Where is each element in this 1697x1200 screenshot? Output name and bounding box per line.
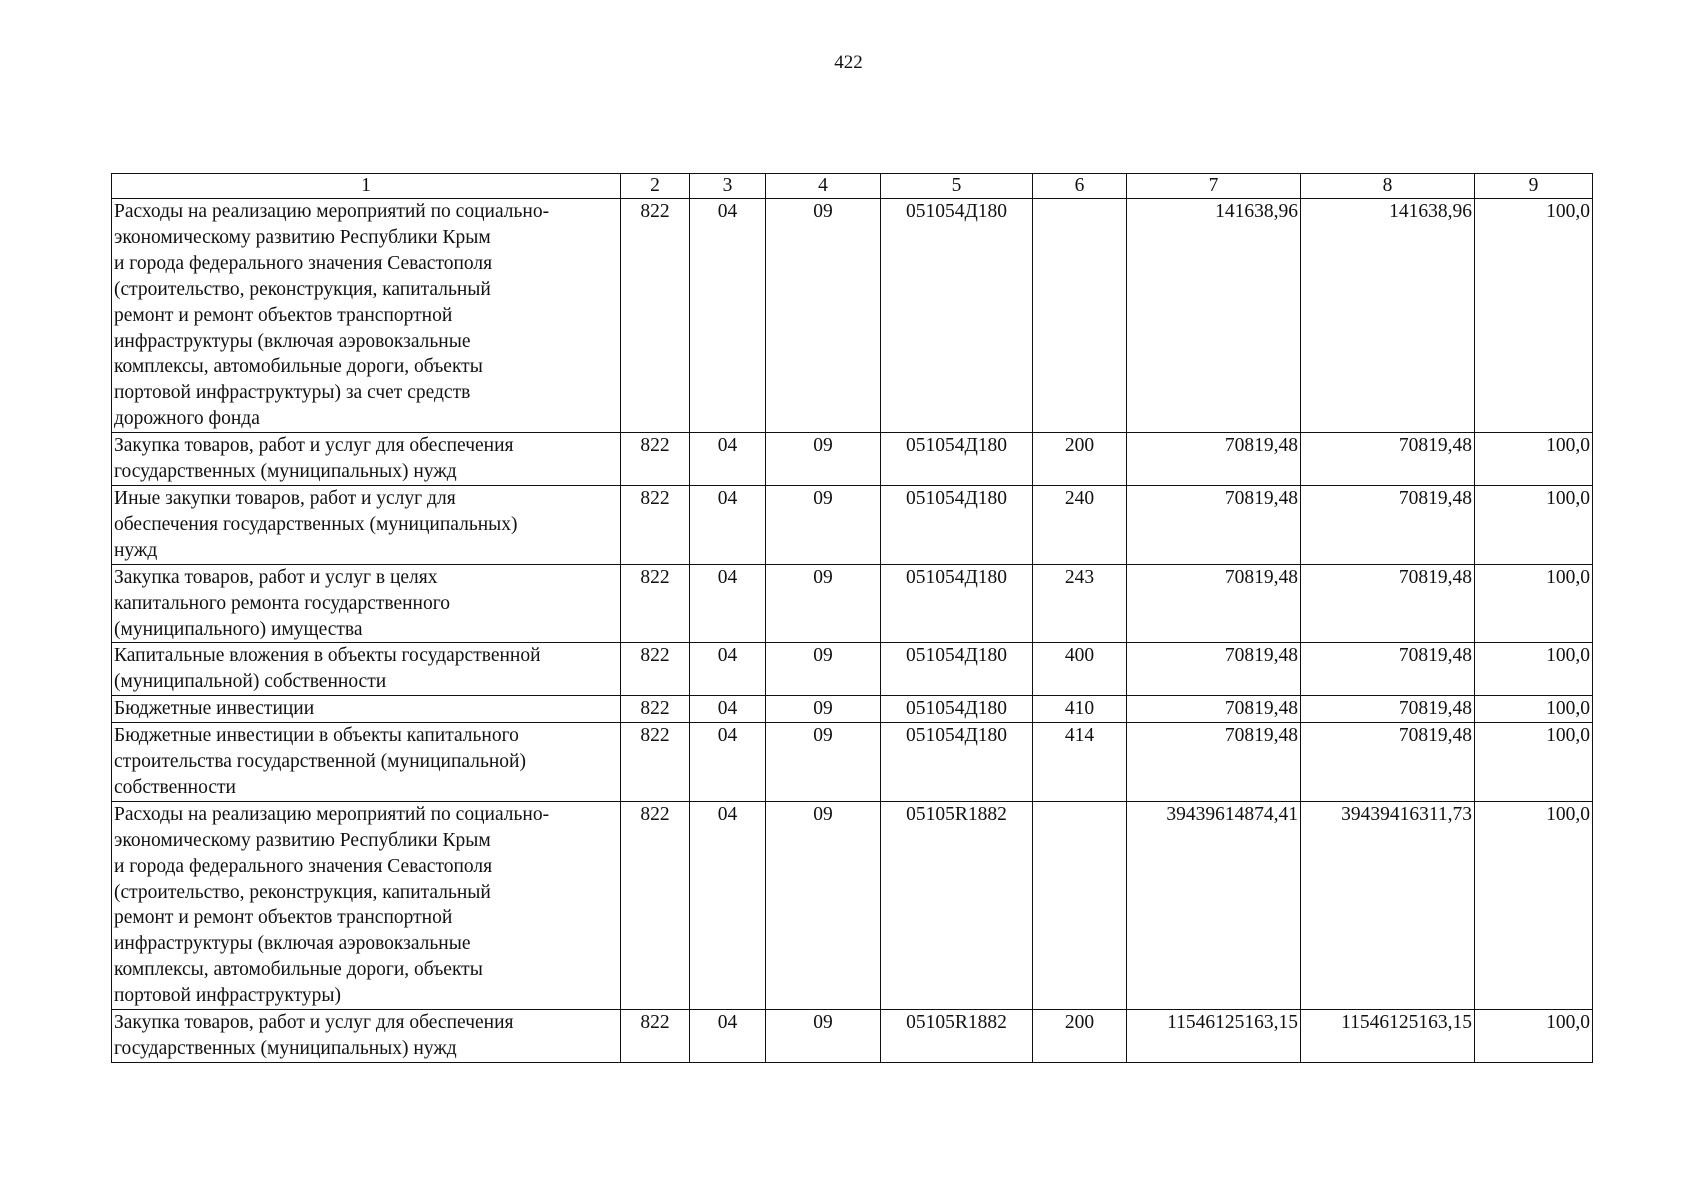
plan-amount-cell: 11546125163,15 <box>1127 1010 1301 1063</box>
column-header: 1 <box>112 174 621 199</box>
table-row <box>112 564 1593 643</box>
row-name <box>112 485 621 564</box>
rz-cell: 04 <box>690 199 766 433</box>
grbs-cell: 822 <box>621 1010 690 1063</box>
grbs-cell: 822 <box>621 433 690 486</box>
vr-cell: 410 <box>1033 696 1127 723</box>
row-name-line: комплексы, автомобильные дороги, объекты <box>114 959 483 981</box>
row-name <box>112 199 621 433</box>
plan-amount-cell: 70819,48 <box>1127 433 1301 486</box>
table-row <box>112 696 1593 723</box>
fact-amount-cell: 141638,96 <box>1301 199 1475 433</box>
percent-cell: 100,0 <box>1475 433 1593 486</box>
fact-amount-cell: 70819,48 <box>1301 696 1475 723</box>
table-row <box>112 433 1593 486</box>
grbs-cell: 822 <box>621 199 690 433</box>
row-name-line: обеспечения государственных (муниципальных) <box>114 513 518 535</box>
vr-cell: 240 <box>1033 485 1127 564</box>
grbs-cell: 822 <box>621 485 690 564</box>
table-body <box>112 199 1593 1063</box>
row-name-line: государственных (муниципальных) нужд <box>114 461 457 483</box>
row-name <box>112 723 621 802</box>
row-name-line: Закупка товаров, работ и услуг для обеспечения <box>114 1012 514 1034</box>
rz-cell: 04 <box>690 696 766 723</box>
rz-cell: 04 <box>690 643 766 696</box>
csr-cell: 05105R1882 <box>881 1010 1033 1063</box>
csr-cell: 051054Д180 <box>881 485 1033 564</box>
table-row <box>112 1010 1593 1063</box>
row-name <box>112 564 621 643</box>
plan-amount-cell: 70819,48 <box>1127 643 1301 696</box>
percent-cell: 100,0 <box>1475 643 1593 696</box>
row-name-line: (строительство, реконструкция, капитальный <box>114 278 491 300</box>
grbs-cell: 822 <box>621 564 690 643</box>
csr-cell: 05105R1882 <box>881 801 1033 1009</box>
row-name-line: государственных (муниципальных) нужд <box>114 1038 457 1059</box>
row-name-line: комплексы, автомобильные дороги, объекты <box>114 356 483 378</box>
row-name-line: Бюджетные инвестиции в объекты капитального <box>114 725 519 747</box>
row-name-line: дорожного фонда <box>114 408 260 430</box>
vr-cell <box>1033 801 1127 1009</box>
header-row <box>112 174 1593 199</box>
rz-cell: 04 <box>690 433 766 486</box>
table-row <box>112 801 1593 1009</box>
row-name-line: ремонт и ремонт объектов транспортной <box>114 304 453 326</box>
row-name-line: (муниципального) имущества <box>114 618 363 640</box>
row-name-line: Закупка товаров, работ и услуг в целях <box>114 566 438 588</box>
row-name-line: портовой инфраструктуры) за счет средств <box>114 382 471 404</box>
vr-cell: 200 <box>1033 1010 1127 1063</box>
row-name-line: Бюджетные инвестиции <box>114 698 315 720</box>
row-name <box>112 801 621 1009</box>
percent-cell: 100,0 <box>1475 723 1593 802</box>
vr-cell: 414 <box>1033 723 1127 802</box>
percent-cell: 100,0 <box>1475 1010 1593 1063</box>
row-name-line: собственности <box>114 776 236 798</box>
vr-cell: 400 <box>1033 643 1127 696</box>
rz-cell: 04 <box>690 723 766 802</box>
row-name-line: портовой инфраструктуры) <box>114 985 341 1007</box>
fact-amount-cell: 70819,48 <box>1301 723 1475 802</box>
fact-amount-cell: 70819,48 <box>1301 485 1475 564</box>
row-name-line: строительства государственной (муниципальной) <box>114 751 526 773</box>
column-header: 8 <box>1301 174 1475 199</box>
row-name-line: инфраструктуры (включая аэровокзальные <box>114 933 471 955</box>
vr-cell <box>1033 199 1127 433</box>
rz-cell: 04 <box>690 564 766 643</box>
row-name-line: (муниципальной) собственности <box>114 671 387 693</box>
percent-cell: 100,0 <box>1475 696 1593 723</box>
rz-cell: 04 <box>690 485 766 564</box>
pr-cell: 09 <box>766 723 881 802</box>
csr-cell: 051054Д180 <box>881 199 1033 433</box>
pr-cell: 09 <box>766 199 881 433</box>
table-header <box>112 174 1593 199</box>
csr-cell: 051054Д180 <box>881 433 1033 486</box>
plan-amount-cell: 70819,48 <box>1127 723 1301 802</box>
pr-cell: 09 <box>766 696 881 723</box>
column-header: 5 <box>881 174 1033 199</box>
row-name-line: экономическому развитию Республики Крым <box>114 829 491 851</box>
row-name-line: инфраструктуры (включая аэровокзальные <box>114 330 471 352</box>
row-name <box>112 696 621 723</box>
fact-amount-cell: 70819,48 <box>1301 564 1475 643</box>
pr-cell: 09 <box>766 801 881 1009</box>
pr-cell: 09 <box>766 564 881 643</box>
row-name-line: ремонт и ремонт объектов транспортной <box>114 907 453 929</box>
percent-cell: 100,0 <box>1475 801 1593 1009</box>
row-name <box>112 1010 621 1063</box>
pr-cell: 09 <box>766 485 881 564</box>
column-header: 3 <box>690 174 766 199</box>
percent-cell: 100,0 <box>1475 485 1593 564</box>
table-row <box>112 199 1593 433</box>
grbs-cell: 822 <box>621 643 690 696</box>
page-number: 422 <box>834 52 863 73</box>
row-name-line: нужд <box>114 539 158 561</box>
row-name <box>112 643 621 696</box>
column-header: 7 <box>1127 174 1301 199</box>
grbs-cell: 822 <box>621 723 690 802</box>
budget-table <box>111 173 1593 1063</box>
plan-amount-cell: 39439614874,41 <box>1127 801 1301 1009</box>
row-name-line: и города федерального значения Севастополя <box>114 252 493 274</box>
vr-cell: 200 <box>1033 433 1127 486</box>
grbs-cell: 822 <box>621 696 690 723</box>
row-name-line: (строительство, реконструкция, капитальный <box>114 881 491 903</box>
table-row <box>112 723 1593 802</box>
row-name-line: Расходы на реализацию мероприятий по социально- <box>114 201 550 222</box>
plan-amount-cell: 70819,48 <box>1127 485 1301 564</box>
fact-amount-cell: 70819,48 <box>1301 433 1475 486</box>
column-header: 6 <box>1033 174 1127 199</box>
csr-cell: 051054Д180 <box>881 643 1033 696</box>
row-name-line: экономическому развитию Республики Крым <box>114 226 491 248</box>
csr-cell: 051054Д180 <box>881 696 1033 723</box>
fact-amount-cell: 70819,48 <box>1301 643 1475 696</box>
column-header: 4 <box>766 174 881 199</box>
percent-cell: 100,0 <box>1475 564 1593 643</box>
fact-amount-cell: 11546125163,15 <box>1301 1010 1475 1063</box>
pr-cell: 09 <box>766 643 881 696</box>
vr-cell: 243 <box>1033 564 1127 643</box>
row-name-line: и города федерального значения Севастополя <box>114 855 493 877</box>
pr-cell: 09 <box>766 1010 881 1063</box>
row-name-line: Иные закупки товаров, работ и услуг для <box>114 487 456 509</box>
row-name-line: капитального ремонта государственного <box>114 592 451 614</box>
table-row <box>112 485 1593 564</box>
percent-cell: 100,0 <box>1475 199 1593 433</box>
plan-amount-cell: 141638,96 <box>1127 199 1301 433</box>
fact-amount-cell: 39439416311,73 <box>1301 801 1475 1009</box>
row-name-line: Капитальные вложения в объекты государственной <box>114 645 541 667</box>
row-name <box>112 433 621 486</box>
row-name-line: Расходы на реализацию мероприятий по социально- <box>114 803 550 825</box>
grbs-cell: 822 <box>621 801 690 1009</box>
rz-cell: 04 <box>690 1010 766 1063</box>
plan-amount-cell: 70819,48 <box>1127 696 1301 723</box>
pr-cell: 09 <box>766 433 881 486</box>
row-name-line: Закупка товаров, работ и услуг для обеспечения <box>114 435 514 457</box>
csr-cell: 051054Д180 <box>881 564 1033 643</box>
rz-cell: 04 <box>690 801 766 1009</box>
table-row <box>112 643 1593 696</box>
plan-amount-cell: 70819,48 <box>1127 564 1301 643</box>
column-header: 2 <box>621 174 690 199</box>
csr-cell: 051054Д180 <box>881 723 1033 802</box>
column-header: 9 <box>1475 174 1593 199</box>
